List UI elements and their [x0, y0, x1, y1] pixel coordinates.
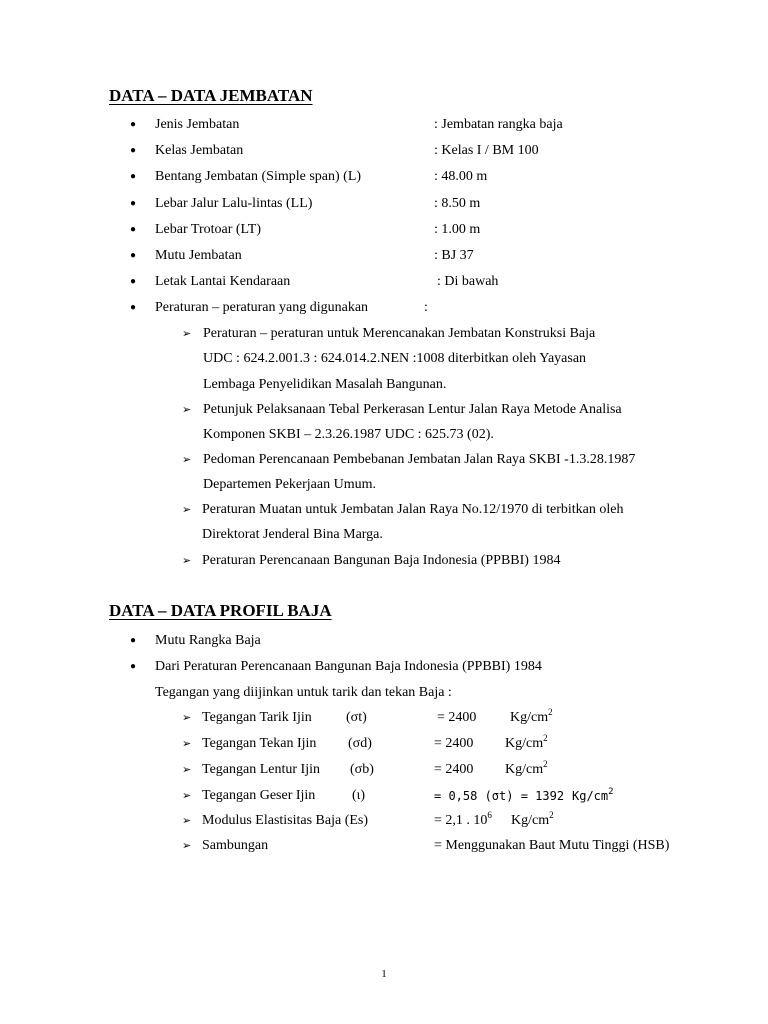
arrow-bullet-icon: ➢ [182, 815, 192, 827]
page-number: 1 [381, 968, 387, 980]
arrow-bullet-icon: ➢ [182, 738, 192, 750]
arrow-bullet-icon: ➢ [182, 555, 192, 567]
bullet-icon: ● [130, 119, 137, 130]
bullet-icon: ● [130, 145, 137, 156]
bullet-icon: ● [130, 661, 137, 672]
bullet-icon: ● [130, 250, 137, 261]
arrow-bullet-icon: ➢ [182, 790, 192, 802]
bullet-icon: ● [130, 198, 137, 209]
document-page: DATA – DATA JEMBATAN ● Jenis Jembatan : Jembatan rangka baja ● Kelas Jembatan : Kelas I / BM 100 ● Bentang Jembatan (Simple span) (L) : 48.00 m ● Lebar Jalur Lalu-lintas (LL) : 8.50 m ● Lebar Trotoar (LT) : 1.00 m ● Mutu Jembatan : BJ 37 ● Letak Lantai Kendaraan : Di bawah ● Peraturan – peraturan yang digunakan : ➢ Peraturan – peraturan untuk Merencanakan Jembatan Konstruksi Baja UDC : 624.2.001.3 : 624.014.2.NEN :1008 diterbitkan oleh Yayasan Lembaga Penyelidikan Masalah Bangunan. ➢ Petunjuk Pelaksanaan Tebal Perkerasan Lentur Jalan Raya Metode Analisa Komponen SKBI – 2.3.26.1987 UDC : 625.73 (02). ➢ Pedoman Perencanaan Pembebanan Jembatan Jalan Raya SKBI -1.3.28.1987 Departemen Pekerjaan Umum. ➢ Peraturan Muatan untuk Jembatan Jalan Raya No.12/1970 di terbitkan oleh Direktorat Jenderal Bina Marga. ➢ Peraturan Perencanaan Bangunan Baja Indonesia (PPBBI) 1984 DATA – DATA PROFIL BAJA ● Mutu Rangka Baja ● Dari Peraturan Perencanaan Bangunan Baja Indonesia (PPBBI) 1984 Tegangan yang diijinkan untuk tarik dan tekan Baja : ➢ Tegangan Tarik Ijin (σt) = 2400 $Kg/cm^2$ ➢ Tegangan Tekan Ijin (σd) = 2400 $Kg/cm^2$ ➢ Tegangan Lentur Ijin (σb) = 2400 $Kg/cm^2$ ➢ Tegangan Geser Ijin (ι) = 0,58 (σt) = 1392 $Kg/cm^2$ ➢ Modulus Elastisitas Baja (Es) = 2,1 . $10^6$ $Kg/cm^2$ ➢ Sambungan = Menggunakan Baut Mutu Tinggi (HSB) 1 [0, 0, 768, 1024]
arrow-bullet-icon: ➢ [182, 454, 192, 466]
section-heading-jembatan: DATA – DATA JEMBATAN [109, 86, 313, 105]
bullet-icon: ● [130, 276, 137, 287]
arrow-bullet-icon: ➢ [182, 840, 192, 852]
arrow-bullet-icon: ➢ [182, 504, 192, 516]
bullet-icon: ● [130, 635, 137, 646]
arrow-bullet-icon: ➢ [182, 328, 192, 340]
bullet-icon: ● [130, 171, 137, 182]
arrow-bullet-icon: ➢ [182, 712, 192, 724]
arrow-bullet-icon: ➢ [182, 764, 192, 776]
section-heading-profil-baja: DATA – DATA PROFIL BAJA [109, 601, 332, 620]
bullet-icon: ● [130, 302, 137, 313]
arrow-bullet-icon: ➢ [182, 404, 192, 416]
bullet-icon: ● [130, 224, 137, 235]
